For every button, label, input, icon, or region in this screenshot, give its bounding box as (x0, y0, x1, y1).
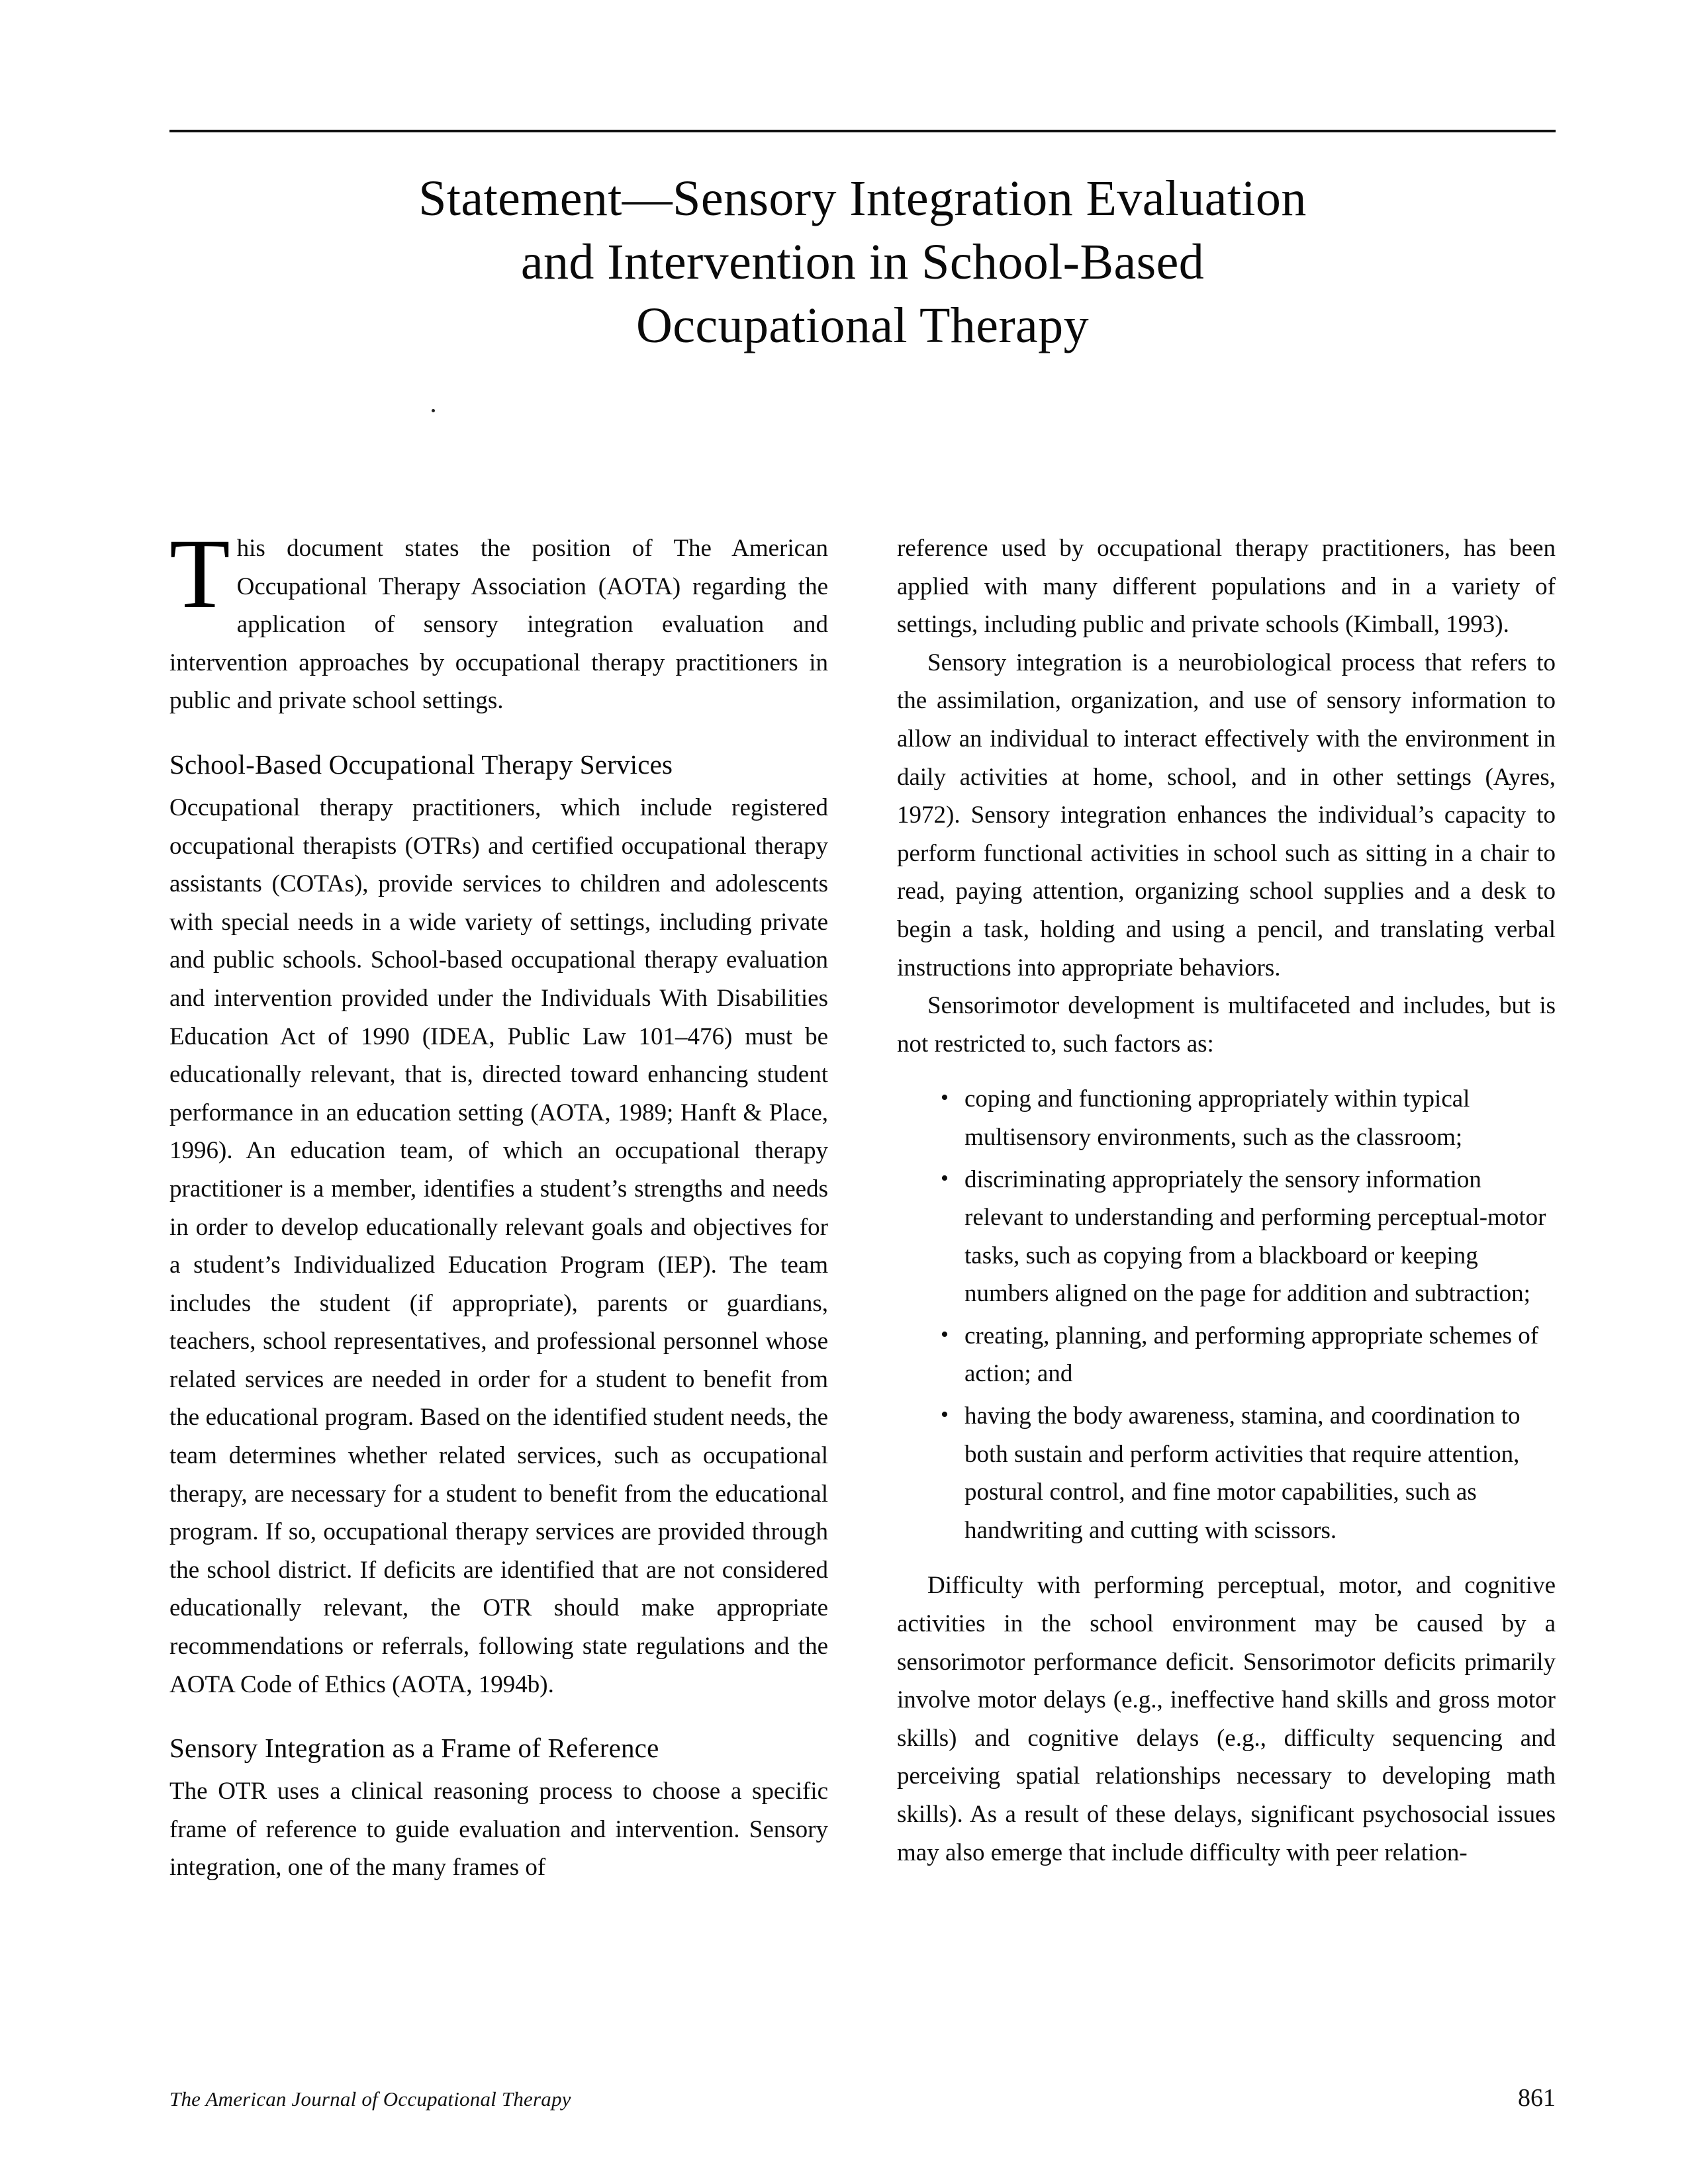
list-item: • discriminating appropriately the sensory information relevant to understanding and performing perceptual-motor tasks, such as copying from a blackboard or keeping numbers aligned on the page for addition and subtraction; (938, 1161, 1556, 1313)
continuation-paragraph: reference used by occupational therapy practitioners, has been applied with many different populations and in a variety of settings, including public and private schools (Kimball, 1993). (897, 535, 1556, 639)
sensorimotor-factors-list (897, 1080, 1556, 1549)
left-column (169, 519, 828, 1887)
page-footer (169, 2085, 1556, 2113)
difficulty-paragraph: Difficulty with performing perceptual, motor, and cognitive activities in the school environment may be caused by a sensorimotor performance deficit. Sensorimotor deficits primarily involve motor delays (e.g., ineffective hand skills and gross motor skills) and cognitive delays (e.g., difficulty sequencing and perceiving spatial relationships necessary to developing math skills). As a result of these delays, significant psychosocial issues may also emerge that include difficulty with peer relation- (897, 1572, 1556, 1866)
intro-paragraph-text: his document states the position of The American Occupational Therapy Association (AOTA) regarding the application of sensory integration evaluation and intervention approaches by occupational therapy practitioners in public and private school settings. (169, 535, 828, 715)
list-item: • creating, planning, and performing appropriate schemes of action; and (938, 1317, 1556, 1393)
list-item: • coping and functioning appropriately within typical multisensory environments, such as the classroom; (938, 1080, 1556, 1156)
title-line-2: and Intervention in School-Based (520, 234, 1205, 290)
services-paragraph: Occupational therapy practitioners, which include registered occupational therapists (OTRs) and certified occupational therapy assistants (COTAs), provide services to children and adolescents with special needs in a wide variety of settings, including private and public schools. School-based occupational therapy evaluation and intervention provided under the Individuals With Disabilities Education Act of 1990 (IDEA, Public Law 101–476) must be educationally relevant, that is, directed toward enhancing student performance in an education setting (AOTA, 1989; Hanft & Place, 1996). An education team, of which an occupational therapy practitioner is a member, identifies a student’s strengths and needs in order to develop educationally relevant goals and objectives for a student’s Individualized Education Program (IEP). The team includes the student (if appropriate), parents or guardians, teachers, school representatives, and professional personnel whose related services are needed in order for a student to benefit from the educational program. Based on the identified student needs, the team determines whether related services, such as occupational therapy, are necessary for a student to benefit from the educational program. If so, occupational therapy services are provided through the school district. If deficits are identified that are not considered educationally relevant, the OTR should make appropriate recommendations or referrals, following state regulations and the AOTA Code of Ethics (AOTA, 1994b). (169, 794, 828, 1698)
scan-speck (432, 409, 435, 412)
title-line-3: Occupational Therapy (636, 298, 1089, 353)
intro-paragraph (169, 519, 828, 720)
list-item: • having the body awareness, stamina, and coordination to both sustain and perform activities that require attention, postural control, and fine motor capabilities, such as handwriting and cutting with scissors. (938, 1397, 1556, 1549)
title-line-1: Statement—Sensory Integration Evaluation (418, 171, 1307, 226)
drop-cap: T (169, 519, 230, 629)
article-body (169, 519, 1556, 1887)
right-column (897, 529, 1556, 1887)
article-title (169, 167, 1556, 357)
footer-journal-name: The American Journal of Occupational Therapy (169, 2087, 571, 2111)
heading-school-based-services: School-Based Occupational Therapy Services (169, 749, 673, 780)
footer-page-number: 861 (1518, 2084, 1556, 2112)
sensory-integration-paragraph: Sensory integration is a neurobiological process that refers to the assimilation, organization, and use of sensory information to allow an individual to interact effectively with the environment in daily activities at home, school, and in other settings (Ayres, 1972). Sensory integration enhances the individual’s capacity to perform functional activities in school such as sitting in a chair to read, paying attention, organizing school supplies and a desk to begin a task, holding and using a pencil, and translating verbal instructions into appropriate behaviors. (897, 649, 1556, 981)
sensorimotor-lead-in: Sensorimotor development is multifaceted and includes, but is not restricted to, such factors as: (897, 992, 1556, 1058)
header-rule (169, 130, 1556, 132)
heading-frame-of-reference: Sensory Integration as a Frame of Reference (169, 1733, 659, 1764)
frame-of-reference-paragraph: The OTR uses a clinical reasoning process to choose a specific frame of reference to guide evaluation and intervention. Sensory integration, one of the many frames of (169, 1778, 828, 1882)
